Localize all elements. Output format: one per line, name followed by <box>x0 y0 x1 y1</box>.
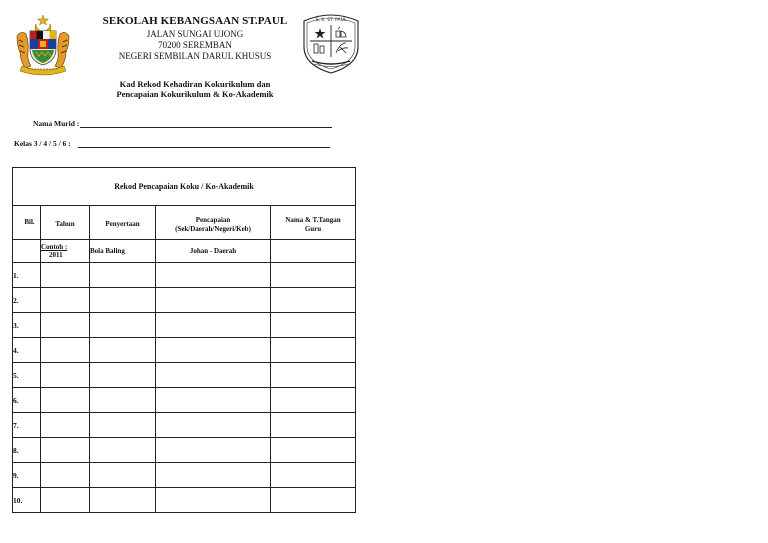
table-row <box>13 413 356 438</box>
table-title: Rekod Pencapaian Koku / Ko-Akademik <box>13 168 356 206</box>
tahun-cell[interactable] <box>41 413 90 438</box>
tahun-cell[interactable] <box>41 288 90 313</box>
tahun-cell[interactable] <box>41 263 90 288</box>
pencapaian-cell[interactable] <box>156 338 271 363</box>
tahun-cell[interactable] <box>41 388 90 413</box>
guru-cell[interactable] <box>271 438 356 463</box>
school-badge-logo <box>300 11 362 75</box>
table-row <box>13 313 356 338</box>
pencapaian-cell[interactable] <box>156 438 271 463</box>
penyertaan-cell[interactable] <box>90 388 156 413</box>
pencapaian-cell[interactable] <box>156 463 271 488</box>
coat-of-arms-logo <box>14 14 72 76</box>
pencapaian-cell[interactable] <box>156 388 271 413</box>
example-row <box>13 240 356 263</box>
penyertaan-cell[interactable] <box>90 413 156 438</box>
penyertaan-cell[interactable] <box>90 463 156 488</box>
row-number: 7. <box>13 413 41 438</box>
penyertaan-cell[interactable] <box>90 313 156 338</box>
tahun-cell[interactable] <box>41 488 90 513</box>
row-number: 3. <box>13 313 41 338</box>
guru-cell[interactable] <box>271 363 356 388</box>
header-pencapaian-line2: (Sek/Daerah/Negeri/Keb) <box>175 224 251 233</box>
tahun-cell[interactable] <box>41 463 90 488</box>
row-number: 4. <box>13 338 41 363</box>
example-tahun-cell <box>41 240 90 263</box>
row-number: 5. <box>13 363 41 388</box>
pencapaian-cell[interactable] <box>156 263 271 288</box>
penyertaan-cell[interactable] <box>90 338 156 363</box>
achievement-record-table <box>12 167 356 513</box>
penyertaan-cell[interactable] <box>90 263 156 288</box>
table-row <box>13 463 356 488</box>
table-row <box>13 438 356 463</box>
row-number: 2. <box>13 288 41 313</box>
table-row <box>13 288 356 313</box>
tahun-cell[interactable] <box>41 338 90 363</box>
row-number: 1. <box>13 263 41 288</box>
document-title-line-1: Kad Rekod Kehadiran Kokurikulum dan <box>119 79 271 89</box>
header-penyertaan: Penyertaan <box>90 206 156 240</box>
example-pencapaian: Johan - Daerah <box>156 240 271 263</box>
pencapaian-cell[interactable] <box>156 313 271 338</box>
penyertaan-cell[interactable] <box>90 288 156 313</box>
tahun-cell[interactable] <box>41 313 90 338</box>
pencapaian-cell[interactable] <box>156 363 271 388</box>
header-guru-line1: Nama & T.Tangan <box>285 215 341 224</box>
example-bil-cell <box>13 240 41 263</box>
document-title-line-2: Pencapaian Kokurikulum & Ko-Akademik <box>116 89 274 99</box>
row-number: 10. <box>13 488 41 513</box>
guru-cell[interactable] <box>271 263 356 288</box>
school-name: SEKOLAH KEBANGSAAN ST.PAUL <box>102 15 288 27</box>
example-penyertaan: Bola Baling <box>90 240 156 263</box>
guru-cell[interactable] <box>271 338 356 363</box>
example-guru <box>271 240 356 263</box>
student-name-label: Nama Murid : <box>33 119 80 128</box>
pencapaian-cell[interactable] <box>156 288 271 313</box>
row-number: 9. <box>13 463 41 488</box>
tahun-cell[interactable] <box>41 363 90 388</box>
table-row <box>13 263 356 288</box>
address-line-3: NEGERI SEMBILAN DARUL KHUSUS <box>118 51 272 61</box>
penyertaan-cell[interactable] <box>90 488 156 513</box>
header-tahun: Tahun <box>41 206 90 240</box>
row-number: 8. <box>13 438 41 463</box>
student-name-line[interactable] <box>80 127 332 128</box>
table-row <box>13 363 356 388</box>
header-pencapaian-line1: Pencapaian <box>195 215 231 224</box>
guru-cell[interactable] <box>271 313 356 338</box>
penyertaan-cell[interactable] <box>90 438 156 463</box>
guru-cell[interactable] <box>271 463 356 488</box>
class-line[interactable] <box>78 147 330 148</box>
row-number: 6. <box>13 388 41 413</box>
address-line-1: JALAN SUNGAI UJONG <box>146 29 244 39</box>
address-line-2: 70200 SEREMBAN <box>158 40 232 50</box>
class-label: Kelas 3 / 4 / 5 / 6 : <box>14 139 71 148</box>
table-row <box>13 338 356 363</box>
header-guru <box>271 206 356 240</box>
guru-cell[interactable] <box>271 388 356 413</box>
guru-cell[interactable] <box>271 488 356 513</box>
pencapaian-cell[interactable] <box>156 488 271 513</box>
svg-text:S. K. ST. PAUL: S. K. ST. PAUL <box>315 18 347 23</box>
guru-cell[interactable] <box>271 413 356 438</box>
example-year: 2011 <box>49 251 63 259</box>
guru-cell[interactable] <box>271 288 356 313</box>
table-row <box>13 488 356 513</box>
header-guru-line2: Guru <box>304 224 322 233</box>
header-pencapaian <box>156 206 271 240</box>
tahun-cell[interactable] <box>41 438 90 463</box>
header-bil: Bil. <box>13 206 41 240</box>
example-label: Contoh : <box>41 243 68 251</box>
penyertaan-cell[interactable] <box>90 363 156 388</box>
pencapaian-cell[interactable] <box>156 413 271 438</box>
table-row <box>13 388 356 413</box>
